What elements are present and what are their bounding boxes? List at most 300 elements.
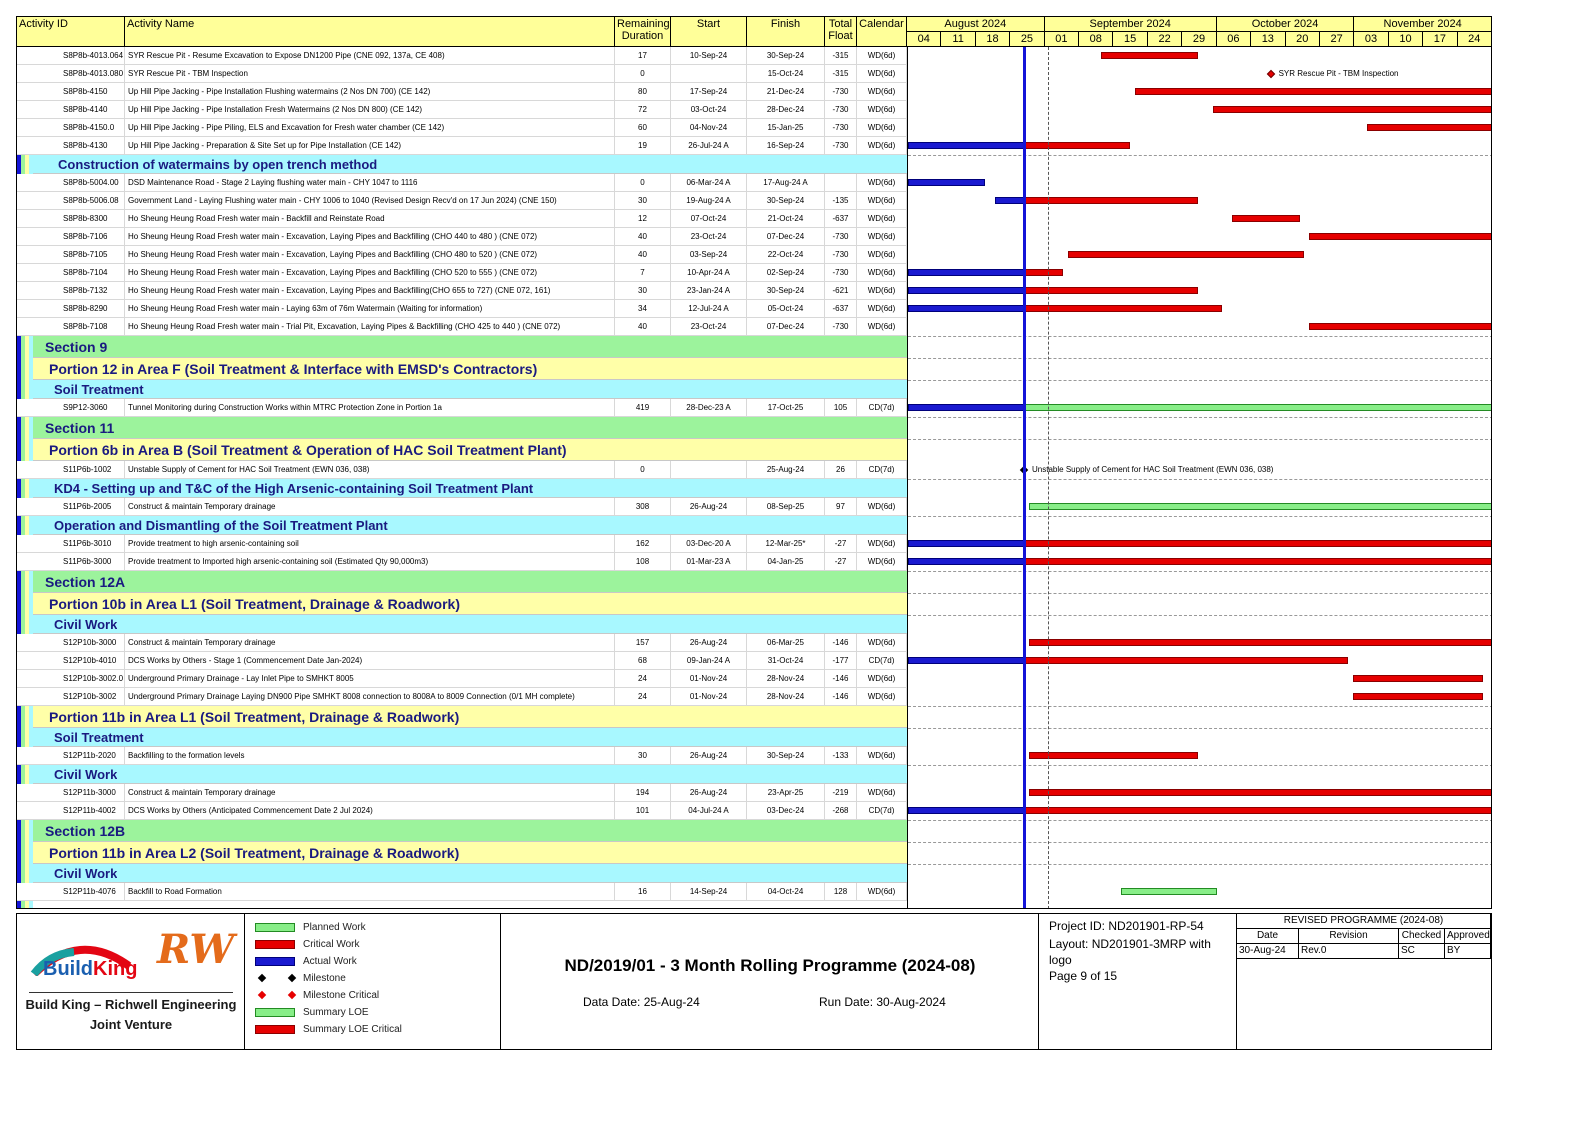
cell-calendar: WD(6d): [857, 65, 907, 83]
cell-finish: 28-Dec-24: [747, 101, 825, 119]
gantt-bar-actual: [908, 142, 1024, 149]
gantt-bar-actual: [908, 404, 1024, 411]
cell-start: 04-Jul-24 A: [671, 802, 747, 820]
table-row[interactable]: [17, 747, 907, 765]
cell-activity-name: Ho Sheung Heung Road Fresh water main - Trial Pit, Excavation, Laying Pipes & Backfilling (CHO 425 to 440 ) (CNE 072): [125, 318, 615, 336]
group-header[interactable]: [33, 706, 907, 728]
group-label: KD4 - Setting up and T&C of the High Arsenic-containing Soil Treatment Plant: [54, 481, 534, 496]
cell-start: 19-Aug-24 A: [671, 192, 747, 210]
gantt-bar-critical: [1213, 106, 1492, 113]
gantt-bar-actual: [908, 558, 1024, 565]
gantt-bar-critical: [1029, 639, 1492, 646]
group-header[interactable]: [33, 479, 907, 498]
legend-label: Milestone Critical: [303, 990, 380, 1001]
cell-remaining-duration: 17: [615, 47, 671, 65]
group-header[interactable]: [33, 571, 907, 593]
gantt-bar-actual: [908, 287, 1024, 294]
cell-finish: 17-Oct-25: [747, 399, 825, 417]
cell-calendar: WD(6d): [857, 192, 907, 210]
legend-milestone-icon: [288, 974, 296, 982]
cell-activity-name: Ho Sheung Heung Road Fresh water main - Excavation, Laying Pipes and Backfilling (CHO 440 to 480 ) (CNE 072): [125, 228, 615, 246]
title-section: [501, 914, 1039, 1049]
cell-activity-name: Up Hill Pipe Jacking - Pipe Installation Fresh Watermains (2 Nos DN 800) (CE 142): [125, 101, 615, 119]
legend-item: [255, 1021, 495, 1038]
cell-activity-name: Construct & maintain Temporary drainage: [125, 784, 615, 802]
table-row[interactable]: [17, 264, 907, 282]
gantt-separator: [908, 593, 1492, 594]
group-header[interactable]: [33, 439, 907, 461]
cell-remaining-duration: 16: [615, 883, 671, 901]
gantt-bar-critical: [1135, 88, 1492, 95]
gantt-bar-critical: [1101, 52, 1198, 59]
data-date-line: [1023, 47, 1026, 909]
cell-start: [671, 65, 747, 83]
header-finish[interactable]: Finish: [747, 17, 825, 47]
cell-calendar: WD(6d): [857, 246, 907, 264]
table-row[interactable]: [17, 210, 907, 228]
cell-start: 09-Jan-24 A: [671, 652, 747, 670]
cell-start: 26-Jul-24 A: [671, 137, 747, 155]
cell-finish: 21-Dec-24: [747, 83, 825, 101]
cell-calendar: WD(6d): [857, 553, 907, 571]
cell-start: 04-Nov-24: [671, 119, 747, 137]
table-row[interactable]: [17, 228, 907, 246]
cell-calendar: WD(6d): [857, 174, 907, 192]
group-header[interactable]: [33, 864, 907, 883]
cell-remaining-duration: 12: [615, 210, 671, 228]
cell-remaining-duration: 194: [615, 784, 671, 802]
timeline-week: 08: [1079, 32, 1113, 47]
table-row[interactable]: [17, 246, 907, 264]
cell-finish: 30-Sep-24: [747, 192, 825, 210]
gantt-separator: [908, 765, 1492, 766]
legend-item: [255, 1004, 495, 1021]
timeline-week: 24: [1458, 32, 1492, 47]
gantt-bar-actual: [908, 269, 1024, 276]
schedule-sheet: [16, 16, 1492, 909]
cell-finish: 21-Oct-24: [747, 210, 825, 228]
cell-total-float: -730: [825, 101, 857, 119]
group-header[interactable]: [33, 358, 907, 380]
cell-total-float: -135: [825, 192, 857, 210]
timeline-month: September 2024: [1045, 17, 1217, 32]
gantt-bar-critical: [1024, 558, 1492, 565]
cell-activity-name: Underground Primary Drainage - Lay Inlet Pipe to SMHKT 8005: [125, 670, 615, 688]
timeline-month: October 2024: [1217, 17, 1355, 32]
gantt-bar-critical: [1309, 233, 1492, 240]
group-header[interactable]: [33, 380, 907, 399]
table-row[interactable]: [17, 553, 907, 571]
cell-activity-name: Underground Primary Drainage Laying DN900 Pipe SMHKT 8008 connection to 8008A to 8009 Connection (0/1 MH complete): [125, 688, 615, 706]
gantt-bar-critical: [1024, 657, 1348, 664]
cell-calendar: WD(6d): [857, 634, 907, 652]
revision-header: Revision: [1299, 929, 1399, 944]
table-row[interactable]: [17, 137, 907, 155]
timeline-week: 18: [976, 32, 1010, 47]
gantt-chart: [907, 47, 1492, 909]
cell-total-float: -730: [825, 83, 857, 101]
table-row[interactable]: [17, 498, 907, 516]
cell-total-float: -315: [825, 47, 857, 65]
logo-block: [17, 914, 245, 1049]
cell-remaining-duration: 60: [615, 119, 671, 137]
cell-activity-id: S12P10b-3000: [33, 634, 125, 652]
table-row[interactable]: [17, 670, 907, 688]
group-label: Portion 12 in Area F (Soil Treatment & Interface with EMSD's Contractors): [49, 361, 538, 377]
legend-swatch: [255, 957, 295, 966]
timeline-week: 11: [941, 32, 975, 47]
cell-remaining-duration: 157: [615, 634, 671, 652]
group-header[interactable]: [33, 593, 907, 615]
cell-activity-id: S8P8b-8300: [33, 210, 125, 228]
cell-activity-id: S8P8b-7132: [33, 282, 125, 300]
cell-finish: 30-Sep-24: [747, 282, 825, 300]
layout-name: Layout: ND201901-3MRP with logo: [1049, 937, 1211, 967]
table-row[interactable]: [17, 802, 907, 820]
cell-remaining-duration: 40: [615, 228, 671, 246]
table-row[interactable]: [17, 399, 907, 417]
cell-start: 14-Sep-24: [671, 883, 747, 901]
cell-start: 03-Sep-24: [671, 246, 747, 264]
cell-remaining-duration: 0: [615, 174, 671, 192]
cell-start: 23-Oct-24: [671, 318, 747, 336]
cell-total-float: -730: [825, 137, 857, 155]
gantt-bar-critical: [1367, 124, 1492, 131]
table-row[interactable]: [17, 461, 907, 479]
cell-calendar: WD(6d): [857, 210, 907, 228]
gantt-separator: [908, 336, 1492, 337]
cell-start: 07-Oct-24: [671, 210, 747, 228]
gantt-bar-actual: [908, 540, 1024, 547]
group-label: Section 11: [45, 420, 115, 436]
cell-activity-id: S8P8b-4140: [33, 101, 125, 119]
cell-remaining-duration: 40: [615, 318, 671, 336]
cell-total-float: -268: [825, 802, 857, 820]
gantt-bar-critical: [1353, 675, 1484, 682]
header-calendar[interactable]: Calendar: [857, 17, 907, 47]
table-row[interactable]: [17, 101, 907, 119]
gantt-bar-actual: [908, 657, 1024, 664]
table-row[interactable]: [17, 652, 907, 670]
group-label: Soil Treatment: [54, 730, 144, 745]
header-activity-name[interactable]: Activity Name: [125, 17, 615, 47]
cell-remaining-duration: 72: [615, 101, 671, 119]
table-row[interactable]: [17, 784, 907, 802]
group-header[interactable]: [33, 842, 907, 864]
group-label: Section 9: [45, 339, 108, 355]
cell-calendar: CD(7d): [857, 652, 907, 670]
cell-calendar: WD(6d): [857, 282, 907, 300]
cell-activity-id: S8P8b-8290: [33, 300, 125, 318]
cell-finish: 03-Dec-24: [747, 802, 825, 820]
run-date-line: [1048, 47, 1049, 909]
cell-activity-id: S8P8b-5006.08: [33, 192, 125, 210]
cell-calendar: WD(6d): [857, 498, 907, 516]
gantt-milestone-label: Unstable Supply of Cement for HAC Soil Treatment (EWN 036, 038): [1032, 465, 1274, 474]
cell-total-float: -219: [825, 784, 857, 802]
cell-remaining-duration: 419: [615, 399, 671, 417]
cell-activity-id: S8P8b-7105: [33, 246, 125, 264]
cell-remaining-duration: 19: [615, 137, 671, 155]
cell-activity-id: S8P8b-7104: [33, 264, 125, 282]
table-row[interactable]: [17, 318, 907, 336]
legend-label: Actual Work: [303, 956, 357, 967]
group-label: Soil Treatment: [54, 382, 144, 397]
title-block: [16, 913, 1492, 1050]
logo-king: King: [93, 958, 138, 980]
cell-calendar: WD(6d): [857, 83, 907, 101]
cell-activity-name: DCS Works by Others (Anticipated Commencement Date 2 Jul 2024): [125, 802, 615, 820]
cell-activity-id: S8P8b-4013.080: [33, 65, 125, 83]
gantt-bar-planned: [1121, 888, 1218, 895]
group-label: Civil Work: [54, 617, 118, 632]
table-row[interactable]: [17, 174, 907, 192]
cell-finish: 17-Aug-24 A: [747, 174, 825, 192]
cell-total-float: -637: [825, 300, 857, 318]
gantt-separator: [908, 417, 1492, 418]
group-header[interactable]: [33, 417, 907, 439]
cell-total-float: -730: [825, 228, 857, 246]
gantt-bar-critical: [1309, 323, 1492, 330]
gantt-bar-critical: [1068, 251, 1305, 258]
cell-total-float: -730: [825, 119, 857, 137]
gantt-bar-critical: [1024, 807, 1492, 814]
group-label: Portion 11b in Area L2 (Soil Treatment, Drainage & Roadwork): [49, 845, 460, 861]
gantt-bar-actual: [908, 807, 1024, 814]
timeline-week: 17: [1423, 32, 1457, 47]
cell-total-float: -146: [825, 634, 857, 652]
group-label: Portion 6b in Area B (Soil Treatment & Operation of HAC Soil Treatment Plant): [49, 442, 567, 458]
cell-activity-id: S12P11b-4076: [33, 883, 125, 901]
legend-item: [255, 970, 495, 987]
gantt-separator: [908, 380, 1492, 381]
header-activity-id[interactable]: Activity ID: [17, 17, 125, 47]
table-row[interactable]: [17, 634, 907, 652]
gantt-bar-actual: [908, 305, 1024, 312]
cell-start: 23-Oct-24: [671, 228, 747, 246]
gantt-separator: [908, 439, 1492, 440]
cell-start: 03-Oct-24: [671, 101, 747, 119]
table-row[interactable]: [17, 47, 907, 65]
group-header[interactable]: [33, 336, 907, 358]
cell-total-float: -621: [825, 282, 857, 300]
cell-total-float: -146: [825, 688, 857, 706]
timeline-month: August 2024: [907, 17, 1045, 32]
cell-calendar: WD(6d): [857, 784, 907, 802]
cell-start: 12-Jul-24 A: [671, 300, 747, 318]
timeline-month: November 2024: [1354, 17, 1492, 32]
cell-finish: 31-Oct-24: [747, 652, 825, 670]
legend-label: Summary LOE Critical: [303, 1024, 402, 1035]
cell-calendar: WD(6d): [857, 264, 907, 282]
revision-title: REVISED PROGRAMME (2024-08): [1237, 914, 1491, 929]
cell-total-float: -27: [825, 535, 857, 553]
cell-finish: 30-Sep-24: [747, 47, 825, 65]
cell-start: 10-Sep-24: [671, 47, 747, 65]
cell-calendar: WD(6d): [857, 137, 907, 155]
header-remaining-duration[interactable]: Remaining Duration: [615, 17, 671, 47]
legend-milestone-icon: [288, 991, 296, 999]
cell-remaining-duration: 7: [615, 264, 671, 282]
gantt-bar-critical: [1024, 287, 1198, 294]
group-label: Portion 11b in Area L1 (Soil Treatment, Drainage & Roadwork): [49, 709, 460, 725]
cell-total-float: 128: [825, 883, 857, 901]
cell-activity-id: S9P12-3060: [33, 399, 125, 417]
cell-remaining-duration: 108: [615, 553, 671, 571]
logo-divider: [29, 992, 233, 993]
group-label: Construction of watermains by open trench method: [58, 157, 378, 172]
cell-activity-name: Backfill to Road Formation: [125, 883, 615, 901]
group-header[interactable]: [33, 615, 907, 634]
cell-calendar: WD(6d): [857, 747, 907, 765]
cell-activity-id: S12P11b-4002: [33, 802, 125, 820]
timeline-week: 03: [1354, 32, 1388, 47]
cell-calendar: CD(7d): [857, 802, 907, 820]
gantt-bar-actual: [908, 179, 985, 186]
project-info: [1039, 914, 1237, 1049]
cell-total-float: -27: [825, 553, 857, 571]
group-header[interactable]: [33, 728, 907, 747]
cell-finish: 23-Apr-25: [747, 784, 825, 802]
cell-remaining-duration: 24: [615, 670, 671, 688]
table-row[interactable]: [17, 300, 907, 318]
cell-activity-id: S8P8b-4130: [33, 137, 125, 155]
cell-activity-name: Provide treatment to Imported high arsenic-containing soil (Estimated Qty 90,000m3): [125, 553, 615, 571]
cell-total-float: -730: [825, 264, 857, 282]
revision-header: Approved: [1445, 929, 1491, 944]
cell-start: 26-Aug-24: [671, 747, 747, 765]
cell-start: 10-Apr-24 A: [671, 264, 747, 282]
company-jv: Joint Venture: [89, 1017, 173, 1032]
cell-activity-id: S12P10b-3002.0: [33, 670, 125, 688]
logo-build: Build: [43, 958, 93, 980]
cell-activity-name: DCS Works by Others - Stage 1 (Commencement Date Jan-2024): [125, 652, 615, 670]
project-id: Project ID: ND201901-RP-54: [1049, 919, 1204, 933]
gantt-separator: [908, 571, 1492, 572]
cell-finish: 15-Oct-24: [747, 65, 825, 83]
timeline-week: 13: [1251, 32, 1285, 47]
cell-activity-id: S12P11b-3000: [33, 784, 125, 802]
cell-remaining-duration: 30: [615, 192, 671, 210]
logo-rw: RW: [157, 926, 235, 973]
cell-start: 06-Mar-24 A: [671, 174, 747, 192]
revision-table: [1237, 914, 1491, 1049]
cell-calendar: WD(6d): [857, 47, 907, 65]
cell-calendar: WD(6d): [857, 688, 907, 706]
data-date: Data Date: 25-Aug-24: [583, 995, 700, 1009]
gantt-separator: [908, 864, 1492, 865]
legend-swatch: [255, 923, 295, 932]
group-header[interactable]: [33, 155, 907, 174]
cell-remaining-duration: 24: [615, 688, 671, 706]
cell-activity-id: S8P8b-7106: [33, 228, 125, 246]
cell-remaining-duration: 101: [615, 802, 671, 820]
cell-activity-id: S8P8b-4150.0: [33, 119, 125, 137]
table-row[interactable]: [17, 282, 907, 300]
cell-activity-id: S12P11b-2020: [33, 747, 125, 765]
cell-finish: 15-Jan-25: [747, 119, 825, 137]
table-row[interactable]: [17, 883, 907, 901]
legend-item: [255, 953, 495, 970]
table-row[interactable]: [17, 65, 907, 83]
timeline-week: 15: [1113, 32, 1147, 47]
table-row[interactable]: [17, 535, 907, 553]
cell-start: 28-Dec-23 A: [671, 399, 747, 417]
group-header[interactable]: [33, 765, 907, 784]
cell-calendar: WD(6d): [857, 300, 907, 318]
revision-header: Checked: [1399, 929, 1445, 944]
cell-remaining-duration: 0: [615, 461, 671, 479]
cell-start: 01-Nov-24: [671, 688, 747, 706]
cell-total-float: -146: [825, 670, 857, 688]
cell-activity-id: S8P8b-4150: [33, 83, 125, 101]
timeline-week: 27: [1320, 32, 1354, 47]
cell-activity-id: S11P6b-3010: [33, 535, 125, 553]
timeline-week: 04: [907, 32, 941, 47]
table-row[interactable]: [17, 119, 907, 137]
cell-activity-id: S11P6b-1002: [33, 461, 125, 479]
cell-remaining-duration: 0: [615, 65, 671, 83]
cell-activity-name: Government Land - Laying Flushing water main - CHY 1006 to 1040 (Revised Design Recv'd on 17 Jun 2024) (CNE 150): [125, 192, 615, 210]
timeline-week: 29: [1182, 32, 1216, 47]
revision-header: Date: [1237, 929, 1299, 944]
legend-label: Critical Work: [303, 939, 360, 950]
legend-label: Summary LOE: [303, 1007, 369, 1018]
gantt-separator: [908, 358, 1492, 359]
cell-finish: 07-Dec-24: [747, 318, 825, 336]
legend-item: [255, 987, 495, 1004]
cell-activity-name: Ho Sheung Heung Road Fresh water main - Excavation, Laying Pipes and Backfilling (CHO 520 to 555 ) (CNE 072): [125, 264, 615, 282]
header-start[interactable]: Start: [671, 17, 747, 47]
group-label: Civil Work: [54, 767, 118, 782]
table-row[interactable]: [17, 688, 907, 706]
timeline-week: 25: [1010, 32, 1044, 47]
cell-start: 03-Dec-20 A: [671, 535, 747, 553]
cell-finish: 04-Jan-25: [747, 553, 825, 571]
cell-activity-name: Backfilling to the formation levels: [125, 747, 615, 765]
cell-finish: 04-Oct-24: [747, 883, 825, 901]
gantt-separator: [908, 728, 1492, 729]
cell-total-float: -730: [825, 246, 857, 264]
revision-value: 30-Aug-24: [1237, 944, 1299, 959]
group-label: Civil Work: [54, 866, 118, 881]
cell-calendar: WD(6d): [857, 535, 907, 553]
cell-calendar: WD(6d): [857, 101, 907, 119]
table-row[interactable]: [17, 83, 907, 101]
cell-activity-id: S8P8b-5004.00: [33, 174, 125, 192]
cell-calendar: WD(6d): [857, 119, 907, 137]
gantt-bar-critical: [1024, 305, 1222, 312]
gantt-milestone: [1266, 70, 1274, 78]
group-header[interactable]: [33, 820, 907, 842]
gantt-separator: [908, 615, 1492, 616]
programme-title: ND/2019/01 - 3 Month Rolling Programme (2024-08): [564, 956, 976, 975]
header-total-float[interactable]: Total Float: [825, 17, 857, 47]
gantt-bar-planned: [1029, 503, 1492, 510]
table-row[interactable]: [17, 192, 907, 210]
cell-remaining-duration: 30: [615, 282, 671, 300]
legend-milestone-icon: [258, 991, 266, 999]
gantt-bar-critical: [1232, 215, 1300, 222]
cell-total-float: -730: [825, 318, 857, 336]
cell-remaining-duration: 308: [615, 498, 671, 516]
cell-activity-id: S12P10b-4010: [33, 652, 125, 670]
legend-swatch: [255, 940, 295, 949]
gantt-separator: [908, 516, 1492, 517]
cell-total-float: 97: [825, 498, 857, 516]
group-header[interactable]: [33, 516, 907, 535]
gantt-bar-planned: [1024, 404, 1492, 411]
